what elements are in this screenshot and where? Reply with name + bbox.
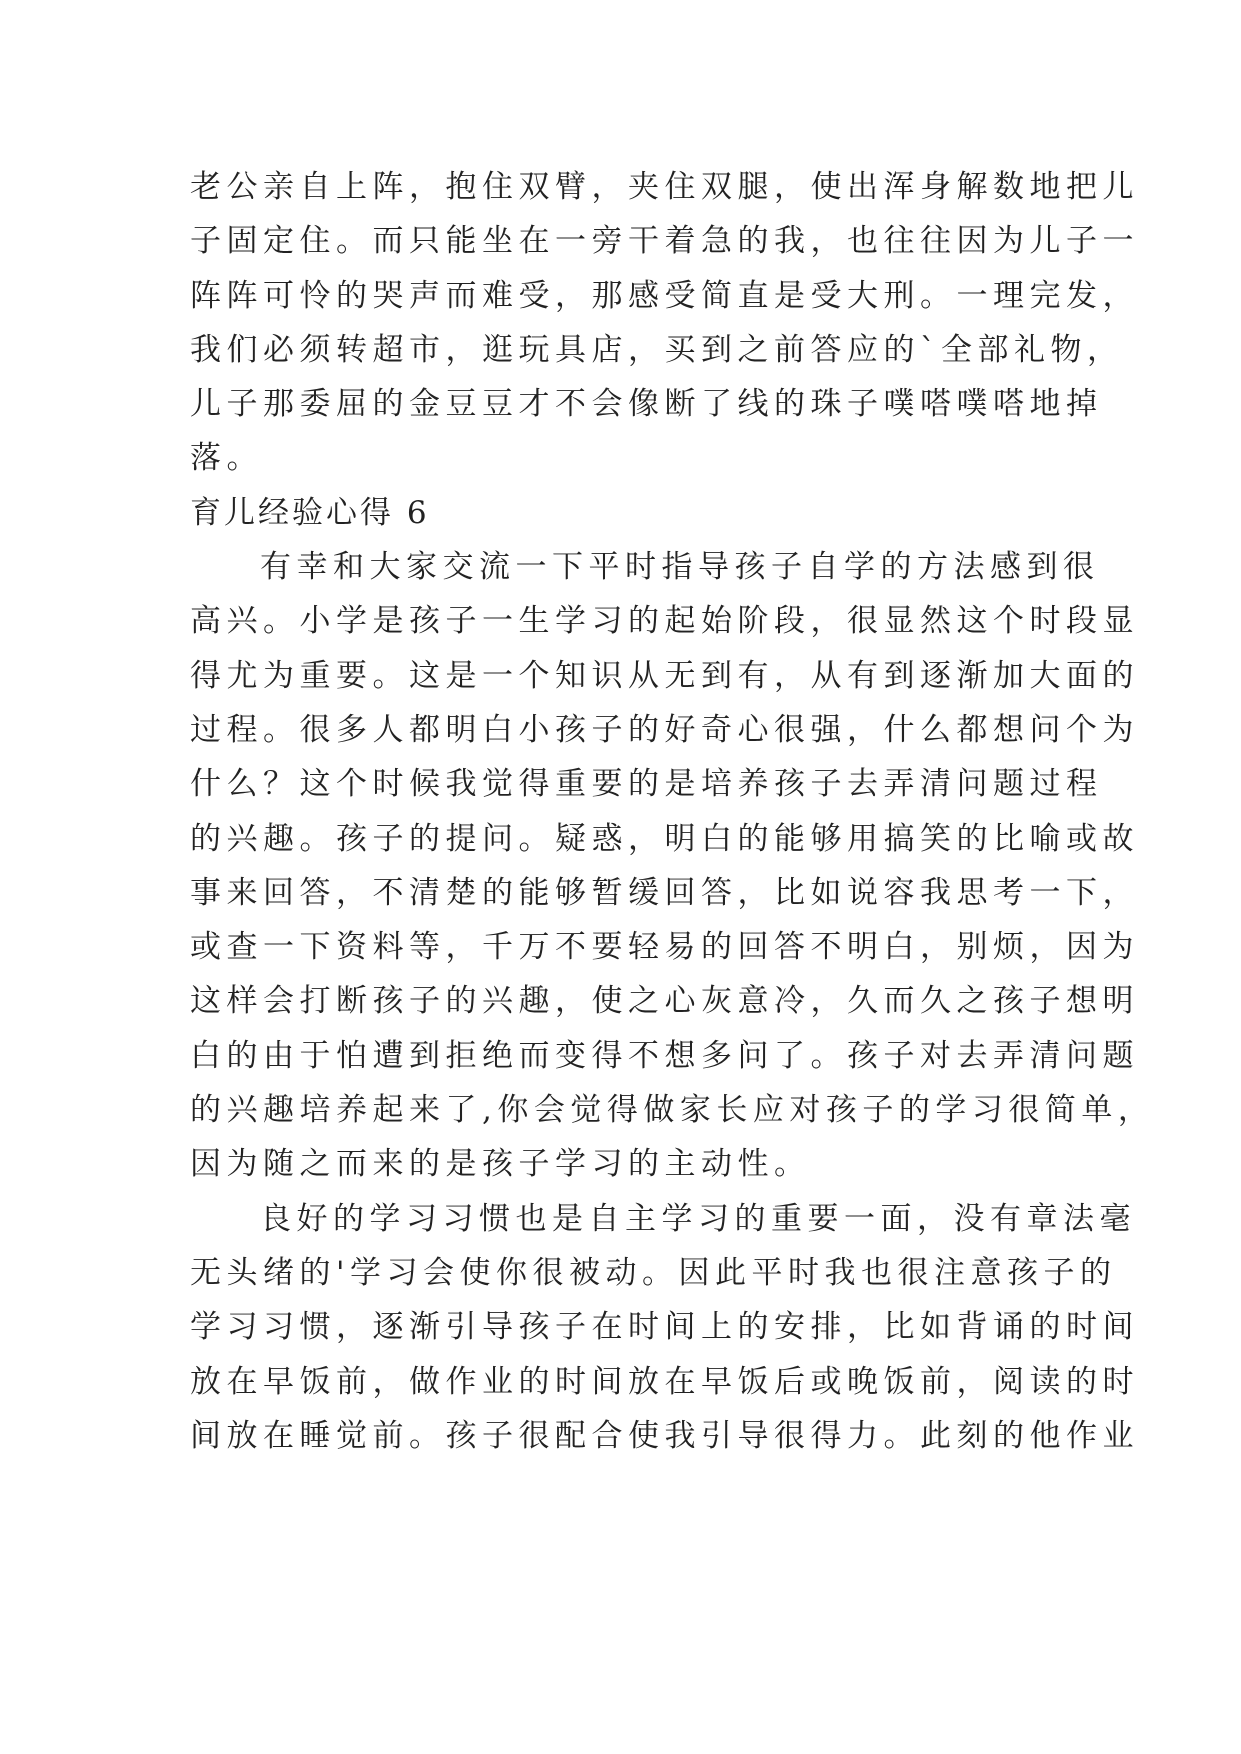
- paragraph-line: 落。: [190, 440, 263, 477]
- paragraph-line: 这样会打断孩子的兴趣，使之心灰意冷，久而久之孩子想明: [190, 983, 1139, 1020]
- paragraph-line: 什么？这个时候我觉得重要的是培养孩子去弄清问题过程: [190, 766, 1103, 803]
- paragraph-self-study: [190, 540, 1155, 1192]
- paragraph-line: 阵阵可怜的哭声而难受，那感受简直是受大刑。一理完发，: [190, 277, 1139, 314]
- paragraph-line: 学习习惯，逐渐引导孩子在时间上的安排，比如背诵的时间: [190, 1309, 1139, 1346]
- paragraph-line: 放在早饭前，做作业的时间放在早饭后或晚饭前，阅读的时: [190, 1363, 1139, 1400]
- paragraph-line: 得尤为重要。这是一个知识从无到有，从有到逐渐加大面的: [190, 657, 1139, 694]
- paragraph-line: 儿子那委屈的金豆豆才不会像断了线的珠子噗嗒噗嗒地掉: [190, 386, 1103, 423]
- paragraph-line: 无头绪的'学习会使你很被动。因此平时我也很注意孩子的: [190, 1254, 1117, 1291]
- paragraph-line: 的兴趣培养起来了,你会觉得做家长应对孩子的学习很简单，: [190, 1092, 1155, 1129]
- paragraph-line: 间放在睡觉前。孩子很配合使我引导很得力。此刻的他作业: [190, 1417, 1139, 1454]
- paragraph-line: 白的由于怕遭到拒绝而变得不想多问了。孩子对去弄清问题: [190, 1037, 1139, 1074]
- paragraph-line: 我们必须转超市，逛玩具店，买到之前答应的`全部礼物，: [190, 331, 1124, 368]
- paragraph-line: 良好的学习习惯也是自主学习的重要一面，没有章法毫: [260, 1200, 1136, 1237]
- paragraph-line: 或查一下资料等，千万不要轻易的回答不明白，别烦，因为: [190, 929, 1139, 966]
- document-body: [190, 160, 1155, 1463]
- section-heading: 育儿经验心得 6: [190, 494, 430, 531]
- paragraph-line: 子固定住。而只能坐在一旁干着急的我，也往往因为儿子一: [190, 223, 1139, 260]
- paragraph-line: 有幸和大家交流一下平时指导孩子自学的方法感到很: [260, 549, 1100, 586]
- paragraph-study-habits: [190, 1192, 1139, 1463]
- paragraph-line: 老公亲自上阵，抱住双臂，夹住双腿，使出浑身解数地把儿: [190, 169, 1139, 205]
- paragraph-line: 的兴趣。孩子的提问。疑惑，明白的能够用搞笑的比喻或故: [190, 820, 1139, 857]
- paragraph-line: 事来回答，不清楚的能够暂缓回答，比如说容我思考一下，: [190, 874, 1139, 911]
- paragraph-line: 因为随之而来的是孩子学习的主动性。: [190, 1146, 811, 1183]
- paragraph-haircut: [190, 160, 1139, 486]
- paragraph-line: 高兴。小学是孩子一生学习的起始阶段，很显然这个时段显: [190, 603, 1139, 640]
- paragraph-line: 过程。很多人都明白小孩子的好奇心很强，什么都想问个为: [190, 711, 1139, 748]
